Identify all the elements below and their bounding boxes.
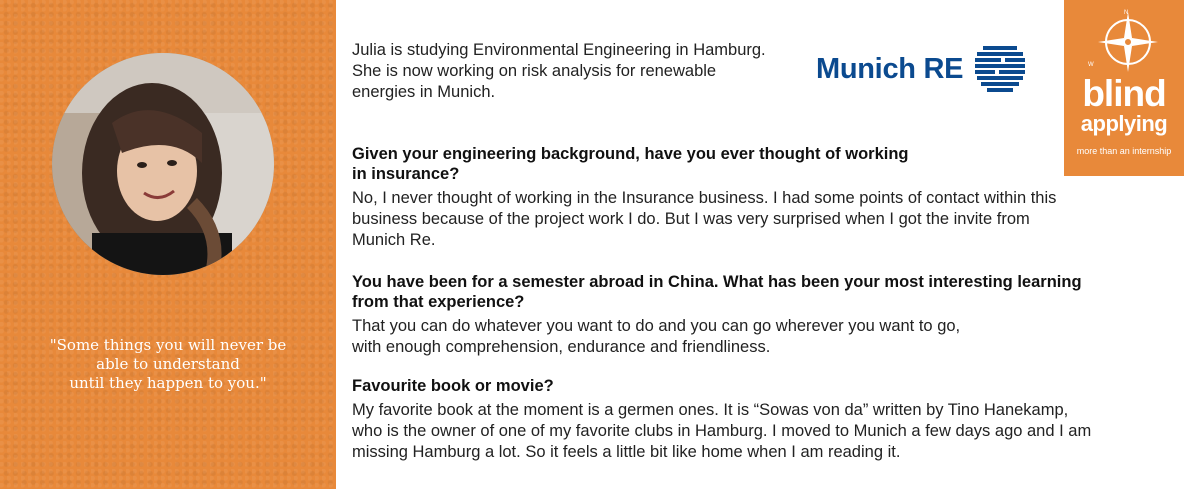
answer: [352, 316, 1152, 358]
question-line: Given your engineering background, have you ever thought of working: [352, 145, 909, 163]
answer-line: My favorite book at the moment is a germen ones. It is “Sowas von da” written by Tino Hanekamp,: [352, 401, 1069, 419]
compass-icon: [1084, 6, 1164, 78]
question: [352, 272, 1152, 312]
quote-line: able to understand: [96, 355, 240, 373]
answer-line: No, I never thought of working in the Insurance business. I had some points of contact within this: [352, 189, 1057, 207]
badge-tagline: more than an internship: [1076, 146, 1172, 156]
answer-line: missing Hamburg a lot. So it feels a little bit like home when I am reading it.: [352, 443, 901, 461]
compass-letter: N: [1124, 10, 1129, 16]
question-line: in insurance?: [352, 165, 460, 183]
badge-word-applying: applying: [1080, 111, 1168, 136]
qa-block: [352, 144, 1152, 251]
question-line: Favourite book or movie?: [352, 377, 554, 395]
answer: [352, 188, 1152, 251]
question-line: from that experience?: [352, 293, 525, 311]
question: [352, 376, 1152, 396]
qa-block: [352, 376, 1152, 463]
quote-line: "Some things you will never be: [49, 336, 287, 354]
answer: [352, 400, 1152, 463]
qa-block: [352, 272, 1152, 358]
answer-line: business because of the project work I do. But I was very surprised when I got the invite from: [352, 210, 1030, 228]
company-name: Munich RE: [816, 52, 964, 85]
intro-line: She is now working on risk analysis for renewable: [352, 62, 717, 80]
profile-photo: [52, 53, 274, 275]
compass-letter: W: [1088, 62, 1094, 68]
answer-line: Munich Re.: [352, 231, 436, 249]
question: [352, 144, 972, 184]
portrait-photo-icon: [52, 53, 274, 275]
munich-re-mark-icon: [975, 46, 1025, 92]
answer-line: That you can do whatever you want to do and you can go wherever you want to go,: [352, 317, 961, 335]
profile-quote: [18, 336, 318, 393]
answer-line: with enough comprehension, endurance and friendliness.: [352, 338, 771, 356]
intro-text: [352, 40, 812, 103]
left-panel: [0, 0, 336, 489]
answer-line: who is the owner of one of my favorite clubs in Hamburg. I moved to Munich a few days ago and I am: [352, 422, 1092, 440]
quote-line: until they happen to you.": [69, 374, 267, 392]
question-line: You have been for a semester abroad in China. What has been your most interesting learning: [352, 273, 1082, 291]
intro-line: energies in Munich.: [352, 83, 496, 101]
badge-word-blind: blind: [1082, 73, 1166, 114]
munich-re-logo: [816, 44, 1038, 94]
intro-line: Julia is studying Environmental Engineering in Hamburg.: [352, 41, 766, 59]
